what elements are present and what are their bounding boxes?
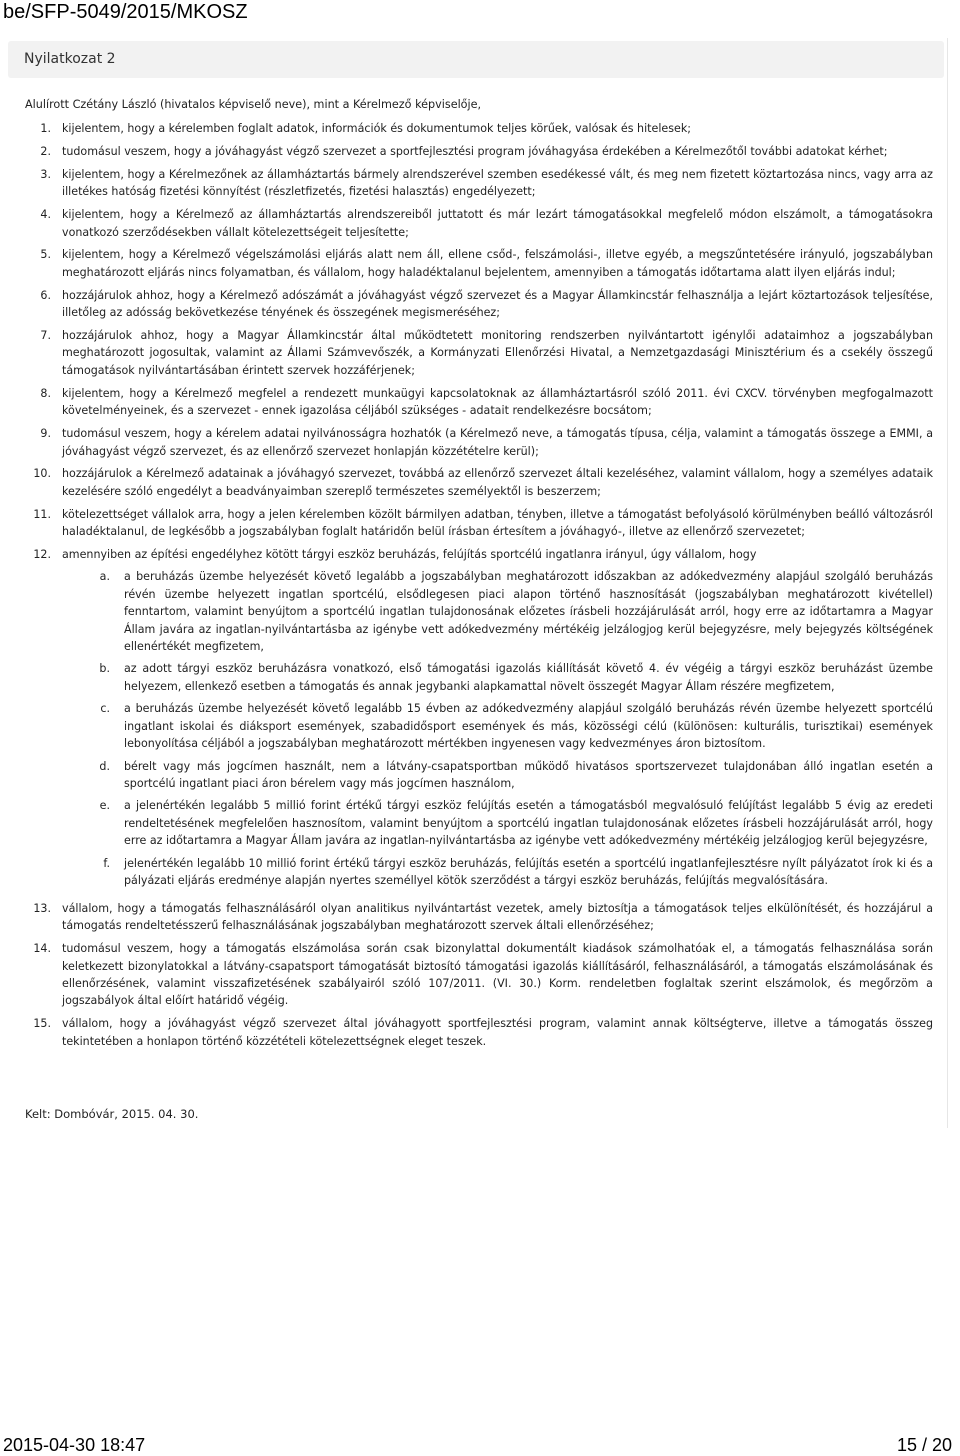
list-item-text: kijelentem, hogy a Kérelmezőnek az államháztartás bármely alrendszerével szemben esedékessé vált, és meg nem fizetett köztartozása nincs, vagy arra az illetékes hatóság fizetési könnyítést (részletfizetés, fizetési halasztás) engedélyezett; (62, 167, 933, 199)
list-item-number: 12. (33, 548, 51, 562)
list-item (23, 120, 933, 137)
list-item (23, 246, 933, 281)
list-item (23, 546, 933, 894)
declaration-list (23, 120, 933, 1056)
list-item-text: tudomásul veszem, hogy a jóváhagyást végző szervezet a sportfejlesztési program jóváhagyása érdekében a Kérelmezőtől további adatokat kérhet; (62, 144, 888, 158)
sub-list-item-text: a jelenértékén legalább 5 millió forint értékű tárgyi eszköz felújítás esetén a támogatásból megvalósuló felújítást legalább 5 évig az eredeti rendeltetésének megfelelően hasznosítom, valamint benyújtom a sportcélú ingatlan tulajdonosának előzetes írásbeli hozzájárulását arról, hogy erre az időtartamra a Magyar Állam javára az ingatlan-nyilvántartásba az igénybe vett adókedvezmény mértékéig jelzálogjog kerül bejegyzésre, (124, 799, 933, 848)
sub-list-item-text: a beruházás üzembe helyezését követő legalább 15 évben az adókedvezmény alapjául szolgáló beruházás révén üzembe helyezett sportcélú ingatlant iskolai és diáksport események, szabadidősport események és más, közösségi célú (különösen: kulturális, turisztikai) események lebonyolítása céljából a jogszabályban meghatározott mértékben ingyenesen vagy kedvezményes áron biztosítom. (124, 702, 933, 751)
list-item (23, 465, 933, 500)
list-item-number: 9. (40, 427, 51, 441)
list-item-text: tudomásul veszem, hogy a támogatás elszámolása során csak bizonylattal dokumentált kiadások számolhatóak el, a támogatás felhasználása során keletkezett bizonylatokkal a látvány-csapatsport támogatását biztosító támogatási igazolás kiállításáról, felhasználásáról, a támogatás elszámolásának és ellenőrzésének, valamint visszafizetésének szabályairól szóló 107/2011. (VI. 30.) Korm. rendeletben foglaltak szerint elszámolok, és megőrzöm a jogszabályok által előírt határidő végéig. (62, 942, 933, 1008)
list-item-number: 5. (40, 248, 51, 262)
sub-list-item-text: jelenértékén legalább 10 millió forint értékű tárgyi eszköz beruházás, felújítás esetén a sportcélú ingatlanfejlesztésre nyílt pályázatot írok ki és a pályázati eljárás eredménye alapján nyertes személlyel kötök szerződést a tárgyi eszköz beruházás, felújítás megvalósítására. (124, 856, 933, 887)
list-item (23, 425, 933, 460)
date-place: Kelt: Dombóvár, 2015. 04. 30. (25, 1107, 199, 1121)
list-item-text: amennyiben az építési engedélyhez kötött tárgyi eszköz beruházás, felújítás sportcélú ingatlanra irányul, úgy vállalom, hogy (62, 548, 757, 562)
list-item (23, 206, 933, 241)
sub-list-item-letter: c. (100, 702, 110, 716)
sub-list-item-letter: d. (99, 759, 110, 773)
footer-page-number: 15 / 20 (896, 1435, 952, 1455)
sub-list-item-letter: a. (99, 570, 110, 584)
list-item (23, 506, 933, 541)
sub-list-item-text: az adott tárgyi eszköz beruházásra vonatkozó, első támogatási igazolás kiállítását követő 4. év végéig a tárgyi eszköz beruházást üzembe helyezem, ellenkező esetben a támogatás és annak jegybanki alapkamattal növelt összegét Magyar Állam részére megfizetem, (124, 662, 933, 693)
sub-list-item (62, 797, 933, 849)
sub-list-item-letter: f. (103, 856, 110, 870)
list-item-text: kijelentem, hogy a kérelemben foglalt adatok, információk és dokumentumok teljes körűek, valósak és hitelesek; (62, 122, 692, 135)
list-item-text: tudomásul veszem, hogy a kérelem adatai nyilvánosságra hozhatók (a Kérelmező neve, a támogatás típusa, célja, valamint a támogatás összege a EMMI, a jóváhagyást végző szervezet, és az ellenőrző szervezet honlapján közzétételre kerül); (62, 427, 933, 458)
list-item-text: hozzájárulok ahhoz, hogy a Kérelmező adószámát a jóváhagyást végző szervezet és a Magyar Államkincstár felhasználja a lejárt köztartozások teljesítése, illetőleg az adósság bekövetkezése tényének és összegének megismeréséhez; (62, 288, 933, 320)
sub-list-item (62, 758, 933, 793)
panel-title: Nyilatkozat 2 (24, 51, 116, 67)
list-item-number: 14. (33, 942, 51, 956)
list-item-number: 1. (40, 122, 51, 135)
list-item-text: vállalom, hogy a jóváhagyást végző szervezet által jóváhagyott sportfejlesztési program, valamint annak költségterve, illetve a támogatás összeg tekintetében a honlapon történő közzétételi kötelezettségnek eleget teszek. (62, 1017, 933, 1048)
document-id: be/SFP-5049/2015/MKOSZ (3, 1, 248, 23)
sub-list-item-text: a beruházás üzembe helyezését követő legalább a jogszabályban meghatározott időszakban az adókedvezmény alapjául szolgáló beruházás révén üzembe helyezett ingatlan sportcélú, elsődlegesen piaci alapon történő hasznosítását (jogszabályban meghatározott kivétellel) fenntartom, valamint benyújtom a sportcélú ingatlan tulajdonosának előzetes írásbeli hozzájárulását arról, hogy erre az időtartamra a Magyar Állam javára az ingatlan-nyilvántartásba az igénybe vett adókedvezmény mértékéig jelzálogjog kerül bejegyzésre, mely bejegyzés költségének ellenértékét megfizetem, (124, 570, 933, 654)
list-item (23, 143, 933, 160)
list-item-number: 15. (33, 1017, 51, 1031)
list-item-text: vállalom, hogy a támogatás felhasználásáról olyan analitikus nyilvántartást vezetek, amely biztosítja a támogatások teljes elkülönítését, és hozzájárul a támogatás rendeltetésszerű felhasználásának jogszabályban meghatározott szervek általi ellenőrzéséhez; (62, 901, 933, 933)
panel-header (8, 41, 944, 78)
list-item-number: 3. (40, 167, 51, 181)
list-item (23, 900, 933, 935)
list-item-number: 11. (33, 507, 51, 521)
sub-list-item (62, 660, 933, 695)
sub-list-item (62, 700, 933, 752)
sub-list-item-letter: b. (99, 662, 110, 676)
list-item-number: 4. (40, 208, 51, 222)
list-item-number: 7. (40, 329, 51, 343)
list-item-text: kijelentem, hogy a Kérelmező az államháztartás alrendszereiből juttatott és már lezárt támogatásokkal megfelelő módon elszámolt, a támogatásokra vonatkozó szerződésekben vállalt kötelezettségeit teljesítette; (62, 208, 933, 239)
list-item (23, 940, 933, 1010)
sub-list-item-letter: e. (99, 799, 110, 813)
footer-datetime: 2015-04-30 18:47 (3, 1435, 146, 1455)
list-item (23, 166, 933, 201)
list-item (23, 327, 933, 379)
list-item-number: 13. (33, 901, 51, 915)
list-item-number: 6. (40, 288, 51, 302)
list-item-number: 2. (40, 144, 51, 158)
list-item (23, 1015, 933, 1050)
list-item (23, 385, 933, 420)
sub-list-item-text: bérelt vagy más jogcímen használt, nem a látvány-csapatsportban működő hivatásos sportszervezet tulajdonában álló ingatlan esetén a sportcélú ingatlant piaci áron bérelem vagy más jogcímen használom, (124, 759, 933, 790)
intro-text: Alulírott Czétány László (hivatalos képviselő neve), mint a Kérelmező képviselője, (25, 98, 482, 111)
sub-list-item (62, 855, 933, 890)
list-item-number: 10. (33, 467, 51, 481)
sub-list-item (62, 568, 933, 655)
list-item-text: kijelentem, hogy a Kérelmező végelszámolási eljárás alatt nem áll, ellene csőd-, felszámolási-, illetve egyéb, a megszűntetésére irányuló, jogszabályban meghatározott eljárás nincs folyamatban, és vállalom, hogy haladéktalanul bejelentem, amennyiben a támogatás időtartama alatt ilyen eljárás indul; (62, 248, 933, 279)
list-item-text: kötelezettséget vállalok arra, hogy a jelen kérelemben közölt bármilyen adatban, tényben, illetve a támogatást befolyásoló körülményben beálló változásról haladéktalanul, de legkésőbb a jogszabályban foglalt határidőn belül írásban értesítem a jóváhagyó-, illetve az ellenőrző szervezetet; (62, 507, 933, 539)
list-item-text: hozzájárulok ahhoz, hogy a Magyar Államkincstár által működtetett monitoring rendszerben nyilvántartott igénylői adataimhoz a jogszabályban meghatározott jogosultak, valamint az Állami Számvevőszék, a Kormányzati Ellenőrzési Hivatal, a Nemzetgazdasági Minisztérium és a csekély összegű támogatások nyilvántartásában érintett szervek hozzáférjenek; (62, 329, 933, 377)
list-item-text: hozzájárulok a Kérelmező adatainak a jóváhagyó szervezet, továbbá az ellenőrző szervezet általi kezeléséhez, valamint vállalom, hogy a személyes adataik kezelésére szóló engedélyt a beadványaimban szereplő természetes személyektől is beszerzem; (62, 467, 933, 498)
list-item (23, 287, 933, 322)
list-item-text: kijelentem, hogy a Kérelmező megfelel a rendezett munkaügyi kapcsolatoknak az államháztartásról szóló 2011. évi CXCV. törvényben megfogalmazott követelményeinek, és a szervezet - ennek igazolása céljából szükséges - adatait rendelkezésre bocsátom; (62, 386, 933, 418)
list-item-number: 8. (40, 386, 51, 400)
